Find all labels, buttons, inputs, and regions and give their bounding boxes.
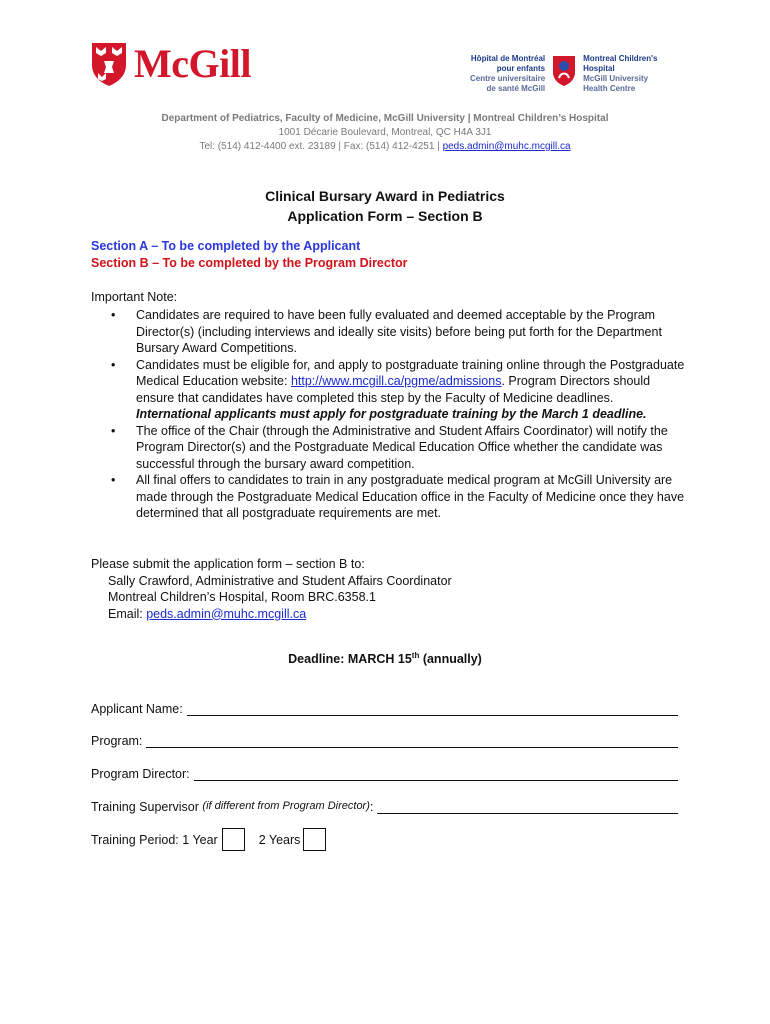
applicant-name-line[interactable] [187,702,678,716]
submit-email-link[interactable]: peds.admin@muhc.mcgill.ca [146,606,307,621]
hospital-logo [470,54,658,94]
form-title: Clinical Bursary Award in Pediatrics Application Form – Section B [265,188,505,224]
list-item: • Candidates are required to have been fully evaluated and deemed acceptable by the Program Director(s) (including interviews and ideally site visits) before being put forth for the Department Bursary Award Competitions. [111,308,662,355]
important-note-label: Important Note: [91,290,178,304]
list-item: • Candidates must be eligible for, and apply to postgraduate training online through the Postgraduate Medical Education website: http://www.mcgill.ca/pgme/admissions. Program Directors should ensure that candidates have completed this step by the Faculty of Medicine deadlines. International applicants must apply for postgraduate training by the March 1 deadline. [111,357,685,421]
bullet-icon: • [111,357,116,372]
bullet-icon: • [111,308,116,322]
applicant-name-field[interactable]: Applicant Name: [91,702,678,716]
submission-info: Please submit the application form – section B to: Sally Crawford, Administrative and Student Affairs Coordinator Montreal Children’s Hospital, Room BRC.6358.1 Email: peds.admin@muhc.mcgill.ca [91,557,452,621]
list-item: • The office of the Chair (through the Administrative and Student Affairs Coordinator) will notify the Program Director(s) and the Postgraduate Medical Education Office whether the candidate was successful through the bursary award competition. [111,423,668,471]
hospital-name-en: Montreal Children's Hospital McGill University Health Centre [583,54,658,93]
mcgill-logo [90,40,251,87]
section-a-note: Section A – To be completed by the Applicant [91,239,361,253]
important-notes-list [91,307,691,522]
deadline: Deadline: MARCH 15th (annually) [288,651,482,667]
bullet-icon: • [111,473,116,487]
training-period: Training Period: 1 Year 2 Years [91,828,326,851]
pgme-admissions-link[interactable]: http://www.mcgill.ca/pgme/admissions [290,374,502,388]
two-years-checkbox[interactable] [303,828,326,851]
training-supervisor-field[interactable]: Training Supervisor (if different from Program Director) : [91,800,678,814]
dept-email-link[interactable]: peds.admin@muhc.mcgill.ca [442,141,571,152]
training-supervisor-line[interactable] [377,800,678,814]
program-field[interactable]: Program: [91,734,678,748]
program-director-line[interactable] [194,767,678,781]
bullet-icon: • [111,423,116,438]
program-line[interactable] [146,734,678,748]
list-item: • All final offers to candidates to train in any postgraduate medical program at McGill University are made through the Postgraduate Medical Education office in the Faculty of Medicine once they have determined that all postgraduate requirements are met. [111,473,685,520]
hospital-name-fr: Hôpital de Montréal pour enfants Centre universitaire de santé McGill [470,54,546,93]
one-year-checkbox[interactable] [222,828,245,851]
program-director-field[interactable]: Program Director: [91,767,678,781]
department-info: Department of Pediatrics, Faculty of Medicine, McGill University | Montreal Children’s Hospital 1001 Décarie Boulevard, Montreal, QC H4A 3J1 Tel: (514) 412-4400 ext. 23189 | Fax: (514) 412-4251 | peds.admin@muhc.mcgill.ca [161,113,609,152]
mcgill-wordmark: McGill [134,41,251,86]
hospital-emblem-icon [551,54,577,88]
section-b-note: Section B – To be completed by the Program Director [91,256,408,270]
mcgill-crest-icon [90,41,128,87]
